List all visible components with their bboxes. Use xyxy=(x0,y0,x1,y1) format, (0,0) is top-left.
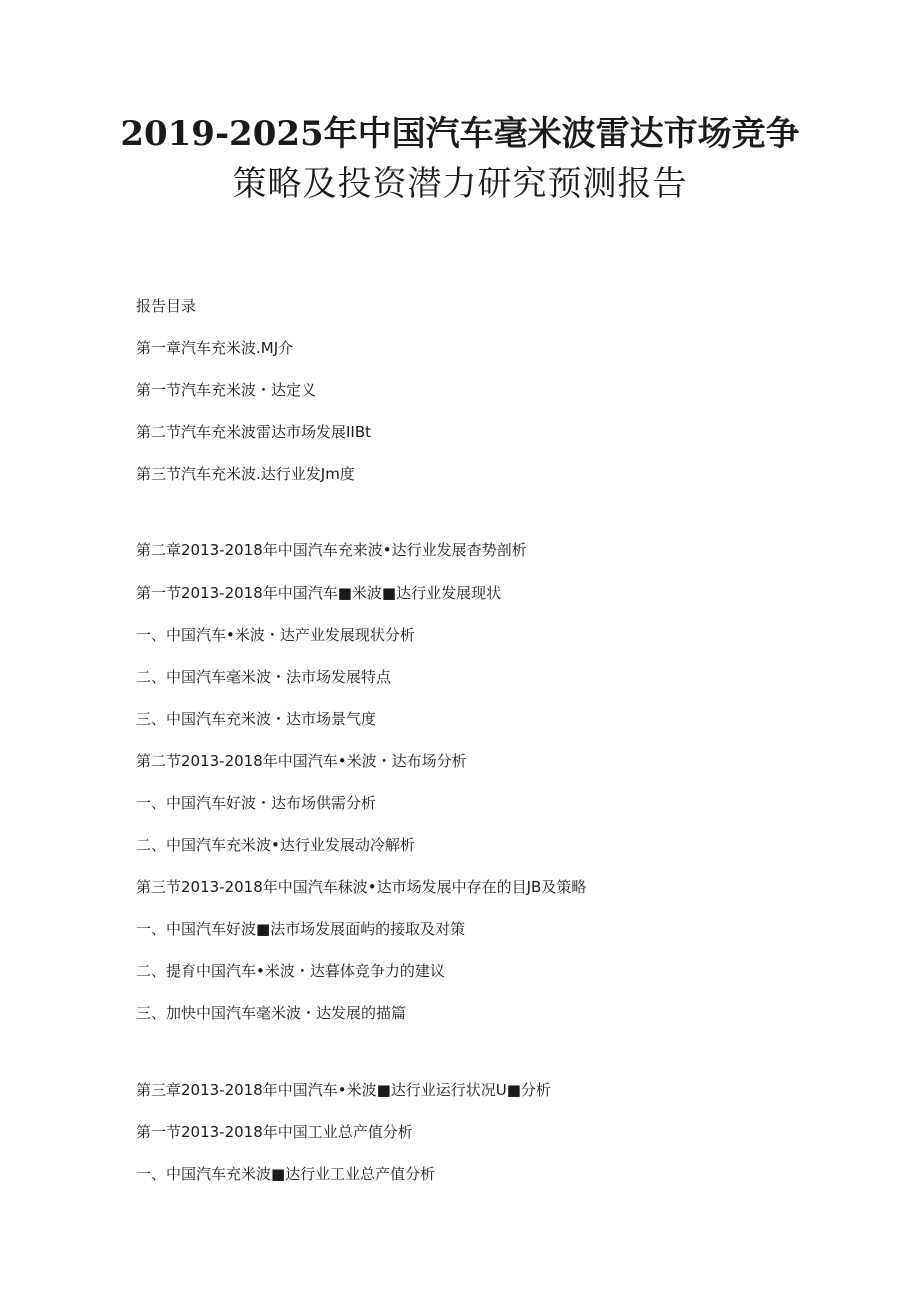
toc-subsection: 二、提育中国汽车•米波・达暮体竞争力的建议 xyxy=(136,962,445,980)
toc-heading: 报告目录 xyxy=(136,297,197,315)
report-title-line-2: 策略及投资潜力研究预测报告 xyxy=(232,164,688,204)
toc-subsection: 一、中国汽车充米波■达行业工业总产值分析 xyxy=(136,1165,436,1183)
toc-chapter-2: 第二章2013-2018年中国汽车充来波•达行业发展杳势剖析 xyxy=(136,541,527,559)
toc-section: 第一节汽车充米波・达定义 xyxy=(136,381,317,399)
toc-section: 第三节汽车充米波.达行业发Jm度 xyxy=(136,465,355,483)
toc-section: 第一节2013-2018年中国汽车■米波■达行业发展现状 xyxy=(136,584,502,602)
toc-subsection: 一、中国汽车•米波・达产业发展现状分析 xyxy=(136,626,415,644)
toc-chapter-1: 第一章汽车充米波.MJ介 xyxy=(136,339,294,357)
toc-section: 第一节2013-2018年中国工业总产值分析 xyxy=(136,1123,413,1141)
toc-subsection: 三、加快中国汽车毫米波・达发展的描篇 xyxy=(136,1004,407,1022)
toc-subsection: 一、中国汽车好波■法市场发展面屿的接取及对策 xyxy=(136,920,466,938)
toc-subsection: 二、中国汽车毫米波・法市场发展特点 xyxy=(136,668,392,686)
toc-section: 第三节2013-2018年中国汽车秣波•达市场发展中存在的目JB及策略 xyxy=(136,878,587,896)
toc-subsection: 三、中国汽车充米波・达市场景气度 xyxy=(136,710,377,728)
toc-section: 第二节汽车充米波雷达市场发展IIBt xyxy=(136,423,372,441)
toc-subsection: 二、中国汽车充米波•达行业发展动冷解析 xyxy=(136,836,415,854)
toc-chapter-3: 第三章2013-2018年中国汽车•米波■达行业运行状况U■分析 xyxy=(136,1081,551,1099)
report-title-line-1: 2019-2025年中国汽车毫米波雷达市场竞争 xyxy=(120,114,800,154)
toc-section: 第二节2013-2018年中国汽车•米波・达布场分析 xyxy=(136,752,467,770)
toc-subsection: 一、中国汽车好波・达布场供需分析 xyxy=(136,794,377,812)
